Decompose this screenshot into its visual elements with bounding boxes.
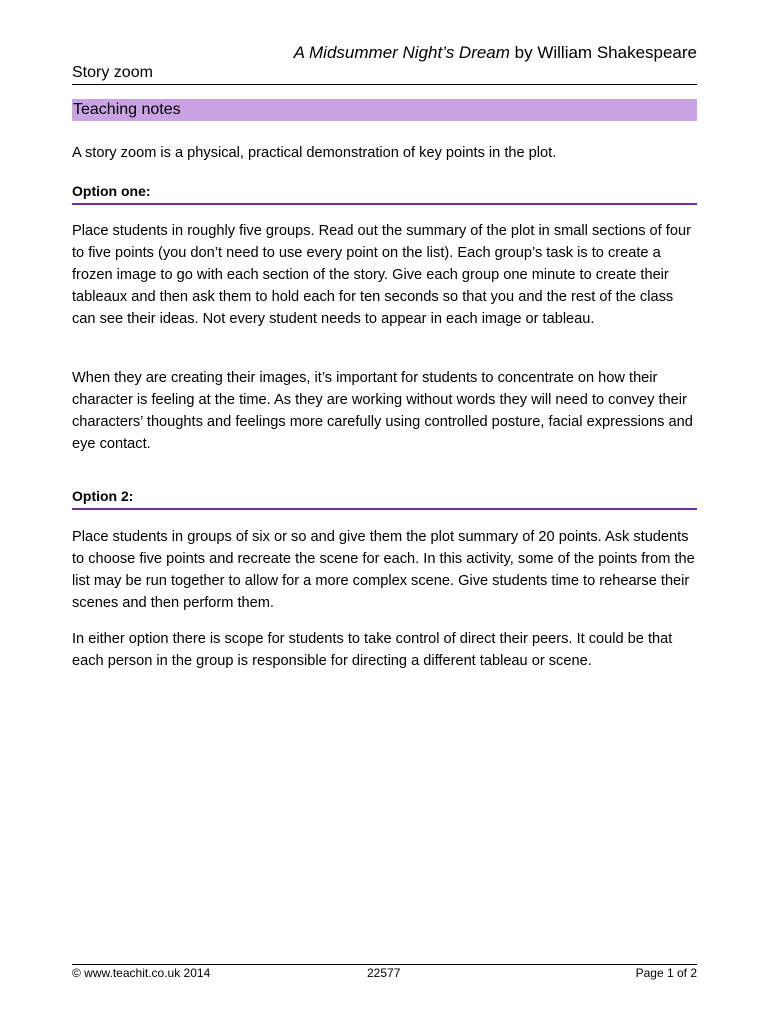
option-two-paragraph-2: In either option there is scope for students to take control of direct their peers. It could be that each person in the group is responsible for directing a different tableau or scene.	[72, 631, 673, 669]
option-one-divider	[72, 203, 697, 205]
footer-resource-code: 22577	[367, 966, 401, 980]
document-title	[72, 42, 697, 64]
option-two-divider	[72, 508, 697, 510]
header-divider	[72, 84, 697, 85]
footer-page-number: Page 1 of 2	[635, 966, 697, 980]
document-page	[72, 0, 697, 1024]
play-title: A Midsummer Night’s Dream	[293, 43, 510, 62]
option-one-heading: Option one:	[72, 183, 151, 199]
footer-copyright: © www.teachit.co.uk 2014	[72, 966, 211, 980]
byline: by William Shakespeare	[509, 43, 697, 62]
intro-paragraph: A story zoom is a physical, practical demonstration of key points in the plot.	[72, 145, 557, 161]
option-two-paragraph-1: Place students in groups of six or so and give them the plot summary of 20 points. Ask students to choose five points and recreate the scene for each. In this activity, some of the points from the list may be run together to allow for a more complex scene. Give students time to rehearse their scenes and then perform them.	[72, 529, 695, 611]
footer-divider	[72, 964, 697, 965]
document-subtitle: Story zoom	[72, 64, 153, 81]
section-heading-band	[72, 99, 697, 121]
section-heading: Teaching notes	[73, 101, 181, 118]
option-one-paragraph-1: Place students in roughly five groups. Read out the summary of the plot in small sections of four to five points (you don’t need to use every point on the list). Each group’s task is to create a frozen image to go with each section of the story. Give each group one minute to create their tableaux and then ask them to hold each for ten seconds so that you and the rest of the class can see their ideas. Not every student needs to appear in each image or tableau.	[72, 223, 691, 327]
option-one-paragraph-2: When they are creating their images, it’s important for students to concentrate on how their character is feeling at the time. As they are working without words they will need to convey their characters’ thoughts and feelings more carefully using controlled posture, facial expressions and eye contact.	[72, 370, 693, 452]
option-two-heading: Option 2:	[72, 488, 134, 504]
